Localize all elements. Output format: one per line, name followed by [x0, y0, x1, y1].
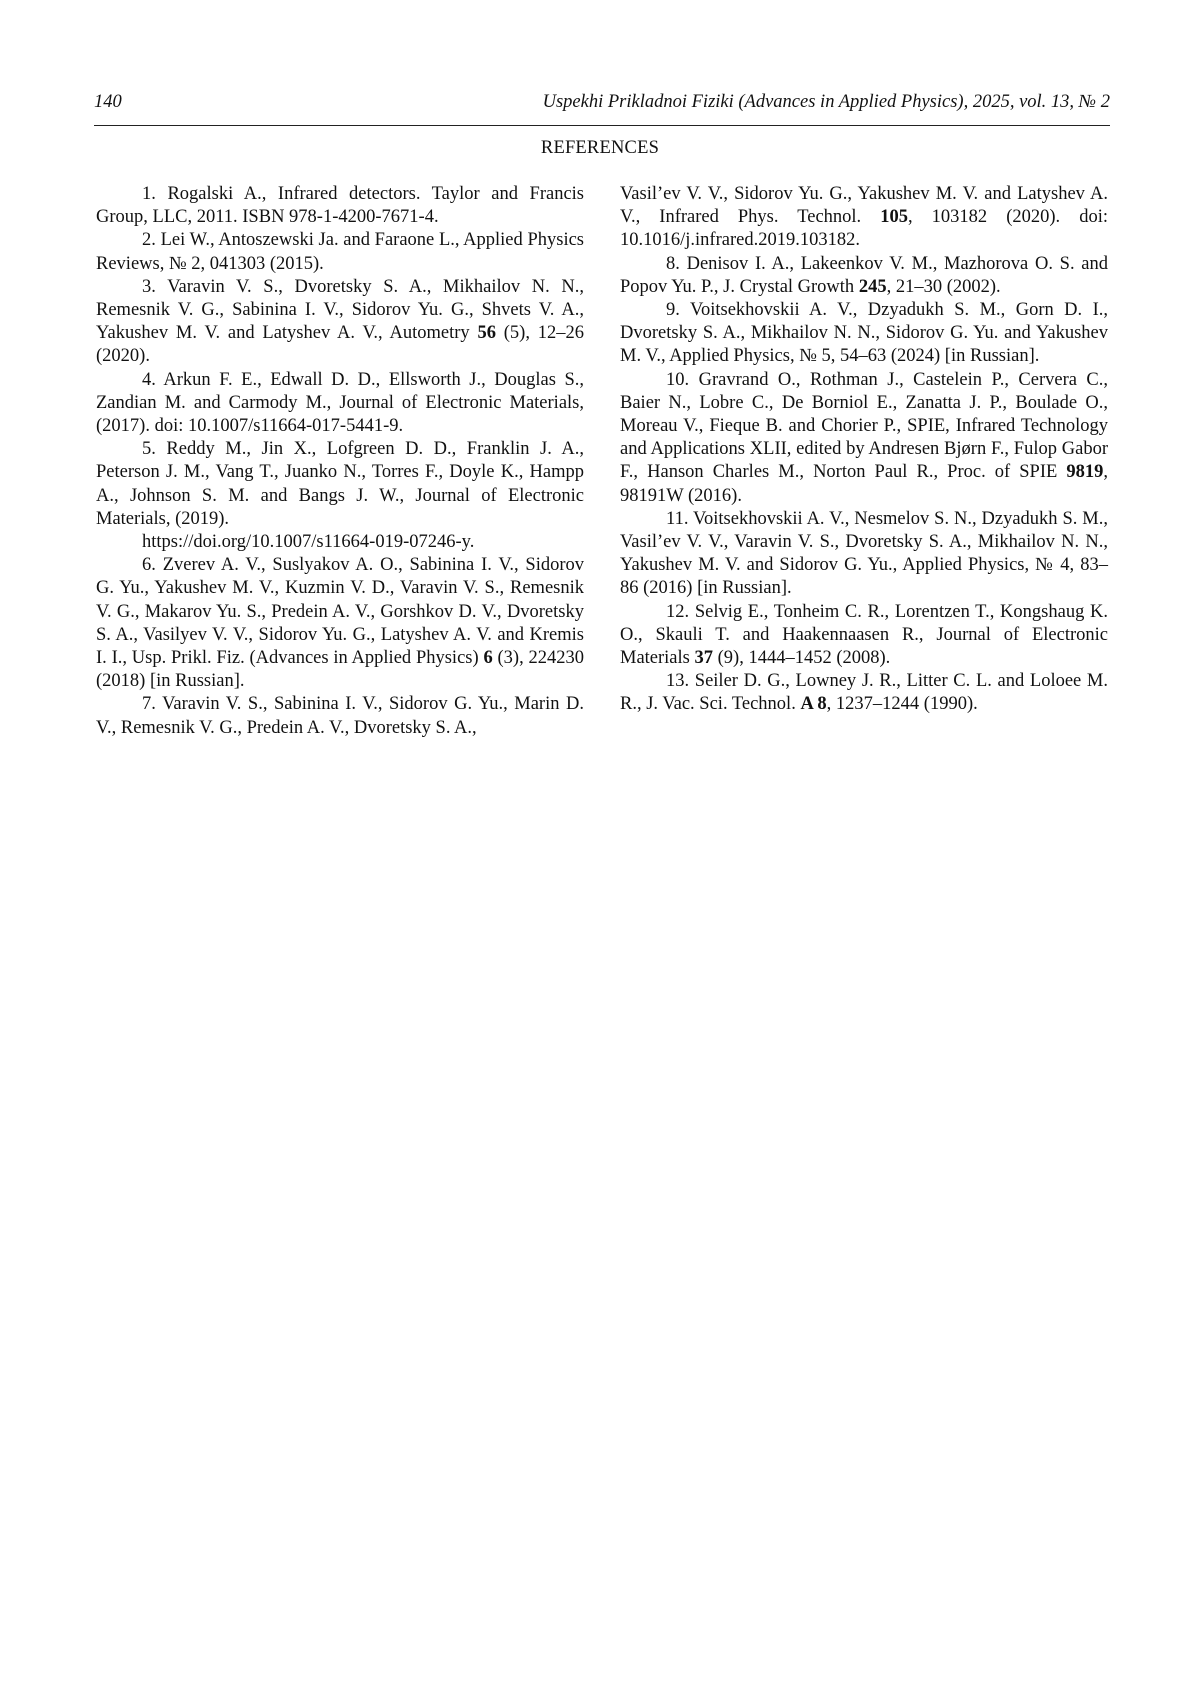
references-column-right: [620, 183, 1108, 717]
section-title: REFERENCES: [540, 138, 660, 158]
reference-text: Vasil’ev V. V., Sidorov Yu. G., Yakushev M. V. and Latyshev A. V., Infrared Phys. Technol.: [620, 184, 1108, 228]
header-rule: [94, 125, 1110, 126]
reference-volume: 37: [694, 648, 713, 669]
reference-text: Seiler D. G., Lowney J. R., Litter C. L. and Loloee M. R., J. Vac. Sci. Technol.: [620, 671, 1109, 715]
reference-volume: 245: [858, 276, 887, 297]
reference-number: 4.: [142, 369, 156, 390]
reference-volume: A 8: [800, 694, 827, 715]
reference-item: [620, 253, 1108, 299]
reference-text: , 21–30 (2002).: [886, 276, 1001, 297]
reference-number: 10.: [666, 369, 690, 390]
reference-item: [620, 508, 1108, 601]
reference-text: , 98191W (2016).: [620, 462, 1108, 506]
reference-text: Arkun F. E., Edwall D. D., Ellsworth J., Douglas S., Zandian M. and Carmody M., Journal of Electronic Materials, (2017). doi: 10.1007/s11664-017-5441-9.: [96, 369, 584, 437]
reference-text: , 103182 (2020). doi: 10.1016/j.infrared.2019.103182.: [620, 207, 1108, 251]
reference-number: 6.: [142, 555, 156, 576]
reference-text: Rogalski A., Infrared detectors. Taylor and Francis Group, LLC, 2011. ISBN 978-1-4200-7671-4.: [96, 184, 584, 228]
reference-text: Voitsekhovskii A. V., Nesmelov S. N., Dzyadukh S. M., Vasil’ev V. V., Varavin V. S., Dvoretsky S. A., Mikhailov N. N., Yakushev M. V. and Sidorov G. Yu., Applied Physics, № 4, 83–86 (2016) [in Russian].: [620, 508, 1108, 599]
reference-text: Voitsekhovskii A. V., Dzyadukh S. M., Gorn D. I., Dvoretsky S. A., Mikhailov N. N., Sidorov G. Yu. and Yakushev M. V., Applied Physics, № 5, 54–63 (2024) [in Russian].: [620, 300, 1108, 367]
reference-text: Reddy M., Jin X., Lofgreen D. D., Franklin J. A., Peterson J. M., Vang T., Juanko N., Torres F., Doyle K., Hampp A., Johnson S. M. and Bangs J. W., Journal of Electronic Materials, (2019).: [96, 439, 584, 529]
reference-number: 13.: [666, 671, 690, 692]
reference-text: Varavin V. S., Dvoretsky S. A., Mikhailov N. N., Remesnik V. G., Sabinina I. V., Sidorov Yu. G., Shvets V. A., Yakushev M. V. and Latyshev A. V., Autometry: [96, 276, 584, 344]
reference-number: 11.: [666, 508, 689, 529]
reference-text: Lei W., Antoszewski Ja. and Faraone L., Applied Physics Reviews, № 2, 041303 (2015).: [96, 230, 585, 274]
reference-number: 1.: [142, 184, 156, 204]
reference-text: (9), 1444–1452 (2008).: [713, 648, 891, 669]
references-column-left: [96, 183, 584, 740]
reference-number: 3.: [142, 276, 156, 297]
reference-item: [620, 601, 1108, 671]
reference-volume: 56: [477, 323, 496, 344]
reference-item: [620, 299, 1108, 369]
reference-text: Varavin V. S., Sabinina I. V., Sidorov G. Yu., Marin D. V., Remesnik V. G., Predein A. V., Dvoretsky S. A.,: [96, 694, 584, 738]
reference-item: [96, 183, 584, 229]
reference-volume: 6: [483, 648, 493, 669]
reference-item: [96, 276, 584, 369]
reference-item: [96, 554, 584, 693]
reference-text: (3), 224230 (2018) [in Russian].: [96, 648, 584, 692]
reference-text: Gravrand O., Rothman J., Castelein P., Cervera C., Baier N., Lobre C., De Borniol E., Zanatta J. P., Boulade O., Moreau V., Fieque B. and Chorier P., SPIE, Infrared Technology and Applications XLII, edited by Andresen Bjørn F., Fulop Gabor F., Hanson Charles M., Norton Paul R., Proc. of SPIE: [620, 369, 1109, 483]
reference-doi-link[interactable]: https://doi.org/10.1007/s11664-019-07246-y.: [142, 532, 475, 553]
reference-volume: 9819: [1066, 462, 1104, 483]
reference-number: 5.: [142, 439, 156, 460]
reference-item-continued: [620, 183, 1108, 253]
reference-number: 9.: [666, 300, 680, 321]
running-header: [94, 92, 1110, 116]
reference-text: Selvig E., Tonheim C. R., Lorentzen T., Kongshaug K. O., Skauli T. and Haakennaasen R., Journal of Electronic Materials: [620, 601, 1109, 669]
reference-item: [96, 229, 584, 275]
running-title: Uspekhi Prikladnoi Fiziki (Advances in Applied Physics), 2025, vol. 13, № 2: [542, 92, 1110, 112]
reference-item: [96, 369, 584, 439]
reference-number: 2.: [142, 230, 156, 251]
reference-text: Denisov I. A., Lakeenkov V. M., Mazhorova O. S. and Popov Yu. P., J. Crystal Growth: [620, 253, 1109, 297]
reference-text: Zverev A. V., Suslyakov A. O., Sabinina I. V., Sidorov G. Yu., Yakushev M. V., Kuzmin V. D., Varavin V. S., Remesnik V. G., Makarov Yu. S., Predein A. V., Gorshkov D. V., Dvoretsky S. A., Vasilyev V. V., Sidorov Yu. G., Latyshev A. V. and Kremis I. I., Usp. Prikl. Fiz. (Advances in Applied Physics): [96, 555, 584, 669]
reference-number: 12.: [666, 601, 690, 622]
reference-number: 7.: [142, 694, 156, 715]
reference-item: [96, 438, 584, 554]
reference-number: 8.: [666, 253, 680, 274]
reference-volume: 105: [880, 207, 908, 228]
reference-item: [620, 670, 1108, 716]
reference-text: , 1237–1244 (1990).: [826, 694, 978, 715]
page-number: 140: [94, 92, 122, 112]
reference-item: [96, 693, 584, 739]
reference-text: (5), 12–26 (2020).: [96, 323, 584, 367]
reference-item: [620, 369, 1108, 508]
